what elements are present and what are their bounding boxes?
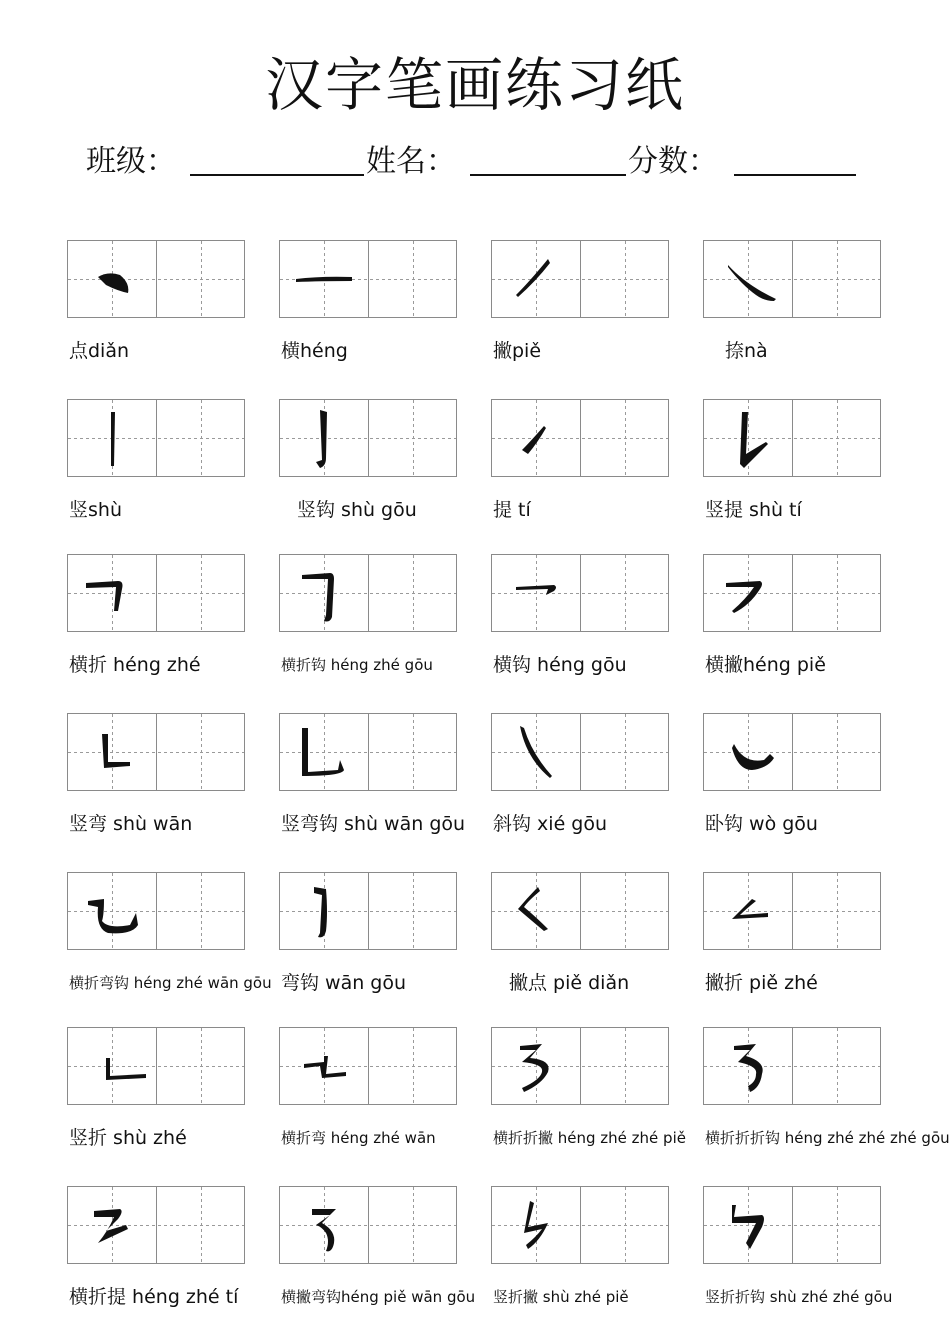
tianzige-practice-boxes[interactable] bbox=[279, 713, 457, 791]
stroke-cell bbox=[703, 240, 881, 390]
stroke-label: 横撇弯钩héng piě wān gōu bbox=[281, 1288, 476, 1306]
tianzige-practice-boxes[interactable] bbox=[703, 399, 881, 477]
box-divider bbox=[580, 1187, 581, 1263]
tianzige-practice-boxes[interactable] bbox=[67, 399, 245, 477]
stroke-cell bbox=[491, 872, 669, 1022]
tianzige-practice-boxes[interactable] bbox=[491, 713, 669, 791]
stroke-cell bbox=[703, 1186, 893, 1336]
box-divider bbox=[580, 1028, 581, 1104]
stroke-cell bbox=[703, 713, 881, 863]
page-title: 汉字笔画练习纸 bbox=[264, 51, 685, 119]
tianzige-practice-boxes[interactable] bbox=[67, 240, 245, 318]
stroke-cell bbox=[703, 872, 881, 1022]
stroke-example-glyph bbox=[492, 714, 580, 792]
stroke-example-glyph bbox=[492, 555, 580, 633]
stroke-cell bbox=[67, 399, 245, 549]
box-divider bbox=[580, 241, 581, 317]
stroke-label: 撇点 piě diǎn bbox=[509, 972, 630, 994]
tianzige-practice-boxes[interactable] bbox=[703, 872, 881, 950]
box-divider bbox=[156, 555, 157, 631]
stroke-cell bbox=[491, 554, 669, 704]
stroke-cell bbox=[67, 1186, 245, 1336]
stroke-cell bbox=[703, 554, 881, 704]
stroke-label: 竖钩 shù gōu bbox=[297, 499, 417, 521]
stroke-cell bbox=[491, 240, 669, 390]
box-divider bbox=[792, 873, 793, 949]
tianzige-practice-boxes[interactable] bbox=[703, 554, 881, 632]
stroke-cell bbox=[279, 713, 466, 863]
stroke-label: 横折折撇 héng zhé zhé piě bbox=[493, 1129, 686, 1147]
score-blank-line[interactable] bbox=[734, 174, 856, 176]
stroke-label: 横héng bbox=[281, 340, 348, 362]
box-divider bbox=[368, 1028, 369, 1104]
box-divider bbox=[792, 1187, 793, 1263]
stroke-label: 捺nà bbox=[725, 340, 768, 362]
stroke-example-glyph bbox=[68, 1028, 156, 1106]
tianzige-practice-boxes[interactable] bbox=[67, 1186, 245, 1264]
tianzige-practice-boxes[interactable] bbox=[703, 240, 881, 318]
tianzige-practice-boxes[interactable] bbox=[491, 554, 669, 632]
stroke-example-glyph bbox=[280, 714, 368, 792]
class-blank-line[interactable] bbox=[190, 174, 364, 176]
stroke-cell bbox=[67, 713, 245, 863]
stroke-label: 竖提 shù tí bbox=[705, 499, 802, 521]
stroke-label: 竖弯钩 shù wān gōu bbox=[281, 813, 466, 835]
tianzige-practice-boxes[interactable] bbox=[67, 713, 245, 791]
box-divider bbox=[368, 400, 369, 476]
stroke-label: 卧钩 wò gōu bbox=[705, 813, 818, 835]
box-divider bbox=[368, 1187, 369, 1263]
stroke-cell bbox=[279, 1186, 476, 1336]
stroke-cell bbox=[491, 399, 669, 549]
stroke-cell bbox=[279, 1027, 457, 1177]
stroke-label: 竖弯 shù wān bbox=[69, 813, 193, 835]
stroke-example-glyph bbox=[68, 241, 156, 319]
stroke-example-glyph bbox=[280, 1187, 368, 1265]
stroke-label: 横折折折钩 héng zhé zhé zhé gōu bbox=[705, 1129, 950, 1147]
stroke-cell bbox=[703, 399, 881, 549]
stroke-label: 横撇héng piě bbox=[705, 654, 826, 676]
stroke-label: 弯钩 wān gōu bbox=[281, 972, 407, 994]
stroke-example-glyph bbox=[280, 400, 368, 478]
stroke-label: 横折 héng zhé bbox=[69, 654, 201, 676]
name-field[interactable] bbox=[366, 136, 628, 180]
box-divider bbox=[792, 241, 793, 317]
stroke-label: 竖折折钩 shù zhé zhé gōu bbox=[705, 1288, 893, 1306]
tianzige-practice-boxes[interactable] bbox=[491, 872, 669, 950]
stroke-cell bbox=[279, 554, 457, 704]
stroke-cell bbox=[279, 399, 457, 549]
box-divider bbox=[156, 400, 157, 476]
stroke-example-glyph bbox=[492, 873, 580, 951]
stroke-cell bbox=[67, 1027, 245, 1177]
stroke-cell bbox=[67, 240, 245, 390]
box-divider bbox=[580, 873, 581, 949]
stroke-example-glyph bbox=[704, 714, 792, 792]
stroke-example-glyph bbox=[704, 241, 792, 319]
stroke-example-glyph bbox=[280, 873, 368, 951]
stroke-example-glyph bbox=[492, 400, 580, 478]
box-divider bbox=[368, 873, 369, 949]
stroke-label: 斜钩 xié gōu bbox=[493, 813, 608, 835]
stroke-example-glyph bbox=[704, 873, 792, 951]
stroke-example-glyph bbox=[68, 1187, 156, 1265]
box-divider bbox=[580, 400, 581, 476]
class-field[interactable] bbox=[86, 136, 366, 180]
stroke-label: 横折钩 héng zhé gōu bbox=[281, 656, 433, 674]
tianzige-practice-boxes[interactable] bbox=[279, 1186, 457, 1264]
tianzige-practice-boxes[interactable] bbox=[279, 554, 457, 632]
box-divider bbox=[156, 241, 157, 317]
box-divider bbox=[792, 400, 793, 476]
tianzige-practice-boxes[interactable] bbox=[491, 1027, 669, 1105]
stroke-cell bbox=[491, 713, 669, 863]
box-divider bbox=[156, 1187, 157, 1263]
stroke-example-glyph bbox=[492, 1187, 580, 1265]
stroke-label: 撇折 piě zhé bbox=[705, 972, 818, 994]
stroke-cell bbox=[279, 240, 457, 390]
stroke-cell bbox=[67, 554, 245, 704]
box-divider bbox=[156, 714, 157, 790]
stroke-example-glyph bbox=[704, 1028, 792, 1106]
tianzige-practice-boxes[interactable] bbox=[703, 1027, 881, 1105]
stroke-cell bbox=[491, 1186, 669, 1336]
tianzige-practice-boxes[interactable] bbox=[279, 399, 457, 477]
score-label: 分数： bbox=[628, 144, 718, 179]
tianzige-practice-boxes[interactable] bbox=[491, 240, 669, 318]
tianzige-practice-boxes[interactable] bbox=[491, 399, 669, 477]
stroke-cell bbox=[703, 1027, 950, 1177]
box-divider bbox=[368, 241, 369, 317]
box-divider bbox=[368, 555, 369, 631]
name-label: 姓名： bbox=[366, 144, 456, 179]
box-divider bbox=[792, 555, 793, 631]
tianzige-practice-boxes[interactable] bbox=[279, 872, 457, 950]
box-divider bbox=[368, 714, 369, 790]
stroke-label: 提 tí bbox=[493, 499, 531, 521]
stroke-label: 点diǎn bbox=[69, 340, 130, 362]
tianzige-practice-boxes[interactable] bbox=[67, 554, 245, 632]
stroke-example-glyph bbox=[492, 241, 580, 319]
score-field[interactable] bbox=[628, 136, 858, 180]
name-blank-line[interactable] bbox=[470, 174, 626, 176]
box-divider bbox=[156, 873, 157, 949]
stroke-cell bbox=[491, 1027, 686, 1177]
stroke-label: 横折弯钩 héng zhé wān gōu bbox=[69, 974, 272, 992]
stroke-example-glyph bbox=[492, 1028, 580, 1106]
tianzige-practice-boxes[interactable] bbox=[67, 1027, 245, 1105]
stroke-example-glyph bbox=[704, 555, 792, 633]
box-divider bbox=[580, 714, 581, 790]
stroke-example-glyph bbox=[68, 714, 156, 792]
tianzige-practice-boxes[interactable] bbox=[279, 240, 457, 318]
tianzige-practice-boxes[interactable] bbox=[703, 1186, 881, 1264]
stroke-example-glyph bbox=[68, 400, 156, 478]
stroke-label: 竖折 shù zhé bbox=[69, 1127, 187, 1149]
box-divider bbox=[156, 1028, 157, 1104]
stroke-example-glyph bbox=[280, 555, 368, 633]
box-divider bbox=[792, 1028, 793, 1104]
stroke-label: 竖折撇 shù zhé piě bbox=[493, 1288, 629, 1306]
box-divider bbox=[792, 714, 793, 790]
stroke-cell bbox=[279, 872, 457, 1022]
stroke-label: 竖shù bbox=[69, 499, 122, 521]
stroke-example-glyph bbox=[68, 873, 156, 951]
tianzige-practice-boxes[interactable] bbox=[703, 713, 881, 791]
stroke-label: 横折弯 héng zhé wān bbox=[281, 1129, 436, 1147]
stroke-example-glyph bbox=[280, 241, 368, 319]
stroke-example-glyph bbox=[704, 1187, 792, 1265]
stroke-example-glyph bbox=[68, 555, 156, 633]
stroke-example-glyph bbox=[280, 1028, 368, 1106]
stroke-cell bbox=[67, 872, 272, 1022]
class-label: 班级： bbox=[86, 144, 176, 179]
tianzige-practice-boxes[interactable] bbox=[491, 1186, 669, 1264]
stroke-label: 横折提 héng zhé tí bbox=[69, 1286, 239, 1308]
tianzige-practice-boxes[interactable] bbox=[279, 1027, 457, 1105]
tianzige-practice-boxes[interactable] bbox=[67, 872, 245, 950]
stroke-example-glyph bbox=[704, 400, 792, 478]
stroke-label: 撇piě bbox=[493, 340, 542, 362]
box-divider bbox=[580, 555, 581, 631]
stroke-label: 横钩 héng gōu bbox=[493, 654, 627, 676]
